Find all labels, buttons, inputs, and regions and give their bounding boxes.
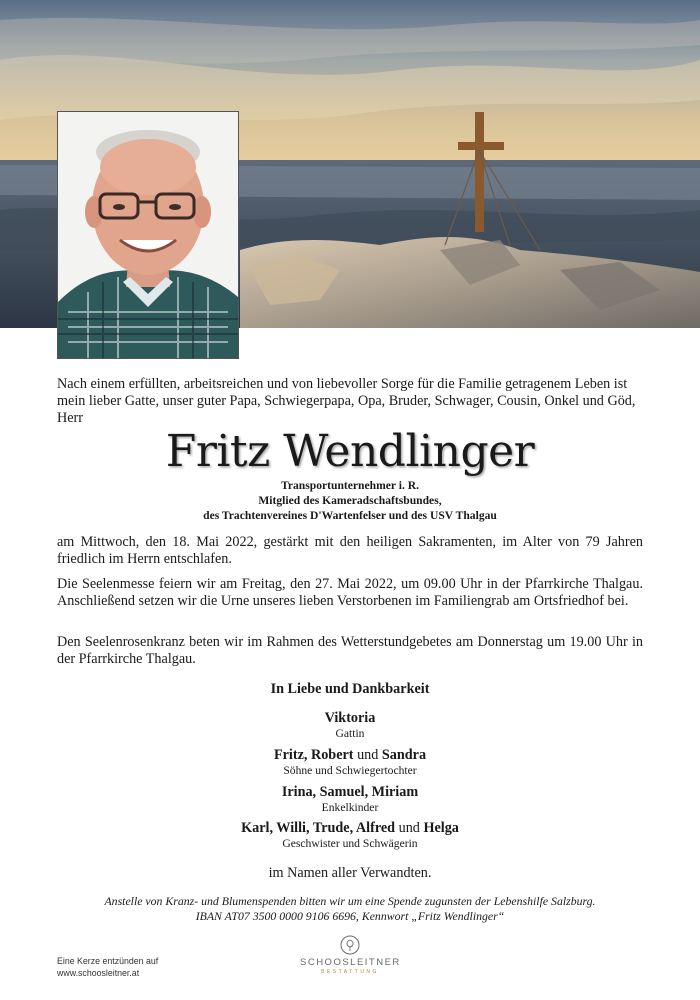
donation-line: Anstelle von Kranz- und Blumenspenden bitten wir um eine Spende zugunsten der Lebenshilfe Salzburg. bbox=[104, 894, 596, 908]
family-names: Fritz, Robert und Sandra bbox=[273, 747, 427, 763]
rosary-paragraph: Den Seelenrosenkranz beten wir im Rahmen des Wetterstundgebetes am Donnerstag um 19.00 Uhr in der Pfarrkirche Thalgau. bbox=[57, 634, 643, 667]
brand-subtitle: BESTATTUNG bbox=[321, 969, 379, 975]
family-group bbox=[0, 747, 700, 778]
portrait-man-icon bbox=[58, 112, 238, 358]
title-line: des Trachtenvereines D'Wartenfelser und des USV Thalgau bbox=[203, 509, 497, 522]
closing-line: In Liebe und Dankbarkeit bbox=[270, 681, 430, 697]
family-group bbox=[0, 710, 700, 741]
requiem-paragraph: Die Seelenmesse feiern wir am Freitag, den 27. Mai 2022, um 09.00 Uhr in der Pfarrkirche Thalgau. Anschließend setzen wir die Urne unseres lieben Verstorbenen im Familiengrab am Ortsfriedhof bei. bbox=[57, 576, 643, 609]
deceased-name: Fritz Wendlinger bbox=[165, 426, 535, 477]
family-relation: Geschwister und Schwägerin bbox=[282, 837, 418, 850]
passing-paragraph: am Mittwoch, den 18. Mai 2022, gestärkt mit den heiligen Sakramenten, im Alter von 79 Jahren friedlich im Herrn entschlafen. bbox=[57, 534, 643, 567]
portrait-photo bbox=[57, 111, 239, 359]
family-relation: Söhne und Schwiegertochter bbox=[283, 764, 417, 777]
family-names: Karl, Willi, Trude, Alfred und Helga bbox=[241, 820, 459, 836]
website-link[interactable]: www.schoosleitner.at bbox=[57, 968, 140, 978]
family-relation: Gattin bbox=[335, 727, 365, 740]
family-group bbox=[0, 820, 700, 851]
candle-text: Eine Kerze entzünden auf bbox=[57, 956, 159, 966]
rose-emblem-icon bbox=[340, 935, 360, 955]
iban-line: IBAN AT07 3500 0000 9106 6696, Kennwort „Fritz Wendlinger“ bbox=[195, 909, 505, 923]
family-names: Irina, Samuel, Miriam bbox=[281, 784, 419, 800]
family-names: Viktoria bbox=[324, 710, 376, 726]
donation-note bbox=[0, 894, 700, 924]
on-behalf-line: im Namen aller Verwandten. bbox=[268, 865, 432, 881]
funeral-home-logo bbox=[300, 935, 400, 975]
title-line: Mitglied des Kameradschaftsbundes, bbox=[258, 494, 442, 507]
family-group bbox=[0, 784, 700, 815]
candle-info bbox=[57, 955, 158, 979]
intro-text: Nach einem erfüllten, arbeitsreichen und von liebevoller Sorge für die Familie getragenem Leben ist mein lieber Gatte, unser guter Papa, Schwiegerpapa, Opa, Bruder, Schwager, Cousin, Onkel und Göd, Herr bbox=[57, 376, 636, 426]
title-line: Transportunternehmer i. R. bbox=[280, 479, 420, 492]
family-relation: Enkelkinder bbox=[321, 801, 379, 814]
deceased-titles bbox=[0, 478, 700, 523]
brand-name: SCHOOSLEITNER bbox=[300, 957, 401, 968]
